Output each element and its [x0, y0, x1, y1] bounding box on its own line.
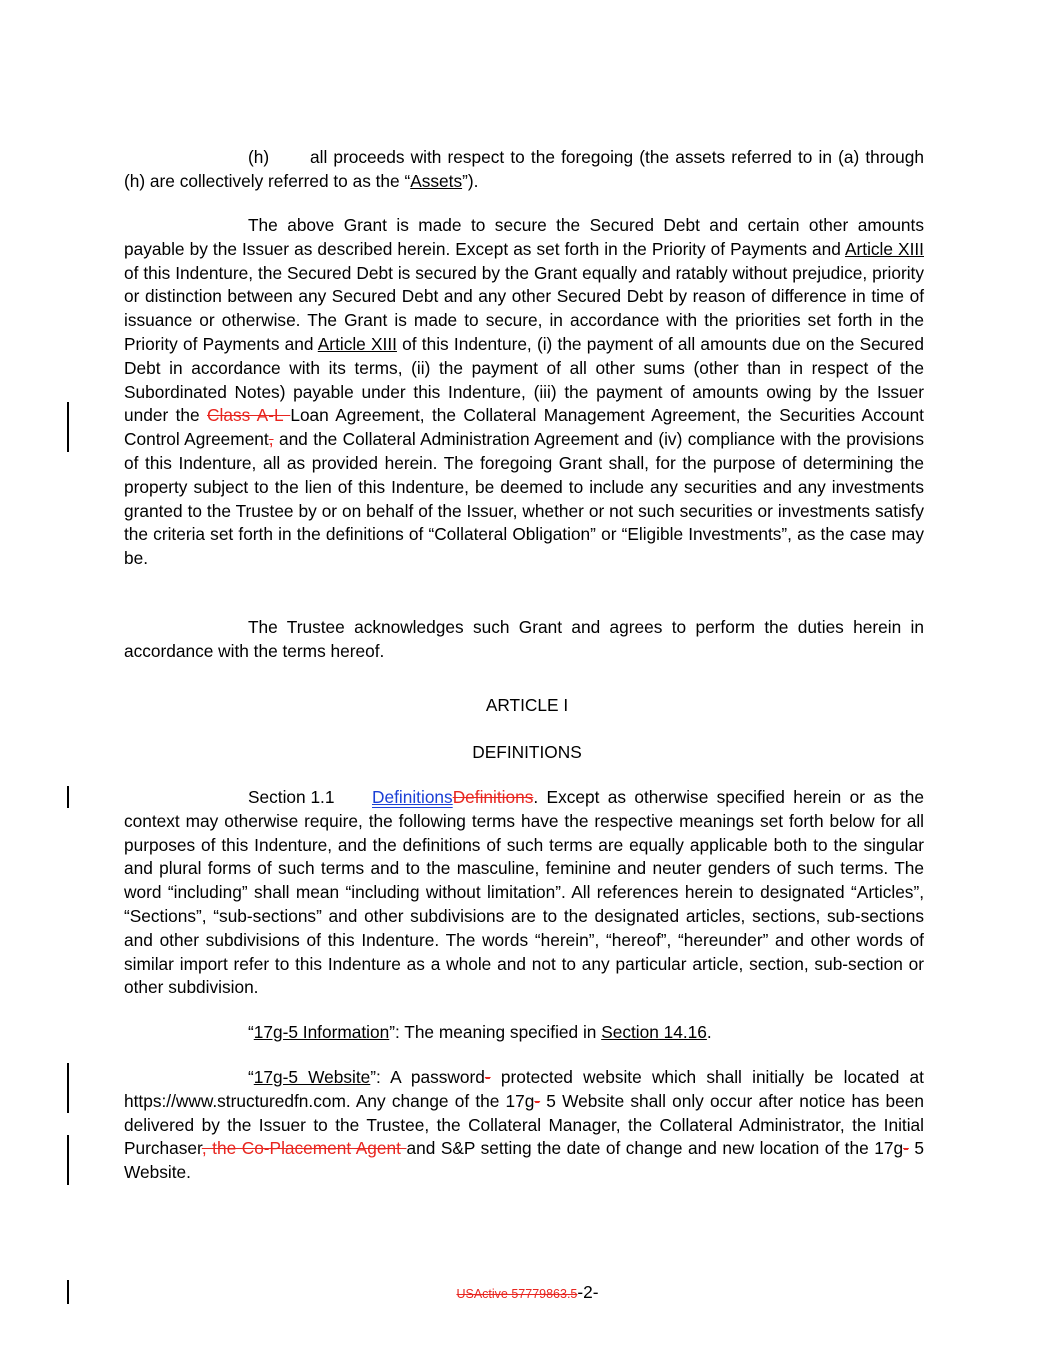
definition-17g5-website: “17g-5 Website”: A password- protected website which shall initially be located at https://www.structuredfn.com. Any change of the 17g- 5 Website shall only occur after notice has been delivered by the Issuer to the Trustee, the Collateral Manager, the Collateral Administrator, the Initial Purchaser, the Co-Placement Agent and S&P setting the date of change and new location of the 17g- 5 Website. — [124, 1067, 924, 1183]
section-label: Section 1.1 — [248, 787, 335, 807]
article-reference: Article XIII — [844, 238, 924, 259]
change-bar — [67, 1063, 69, 1113]
change-bar — [67, 1135, 69, 1185]
change-bar — [67, 402, 69, 452]
page-footer — [0, 1281, 1055, 1305]
clause-label: (h) — [248, 147, 270, 167]
deleted-text: - — [903, 1138, 909, 1159]
section-reference: Section 14.16 — [601, 1022, 707, 1042]
defined-term: Assets — [410, 170, 463, 191]
deleted-text: - — [534, 1090, 541, 1111]
section-1-1: Section 1.1 DefinitionsDefinitions. Except as otherwise specified herein or as the context may otherwise require, the following terms have the respective meanings set forth below for all purposes of this Indenture, and the definitions of such terms are equally applicable both to the singular and plural forms of such terms and to the masculine, feminine and neuter genders of such terms. The word “including” shall mean “including without limitation”. All references herein to designated “Articles”, “Sections”, “sub-sections” and other subdivisions are to the designated articles, sections, sub-sections and other subdivisions of this Indenture. The words “herein”, “hereof”, “hereunder” and other words of similar import refer to this Indenture as a whole and not to any particular article, section, sub-section or other subdivision. — [124, 787, 924, 998]
deleted-text: - — [484, 1067, 491, 1087]
deleted-text: , the Co-Placement Agent — [201, 1138, 407, 1159]
document-id: USActive 57779863.5 — [456, 1287, 578, 1301]
definition-17g5-information: “17g-5 Information”: The meaning specified in Section 14.16. — [248, 1022, 712, 1042]
change-bar — [67, 786, 69, 808]
paragraph-grant: The above Grant is made to secure the Secured Debt and certain other amounts payable by the Issuer as described herein. Except as set forth in the Priority of Payments and Article XIII of this Indenture, the Secured Debt is secured by the Grant equally and ratably without prejudice, priority or distinction between any Secured Debt and any other Secured Debt by reason of difference in time of issuance or otherwise. The Grant is made to secure, in accordance with the priorities set forth in the Priority of Payments and Article XIII of this Indenture, (i) the payment of all amounts due on the Secured Debt in accordance with its terms, (ii) the payment of all other sums (other than in respect of the Subordinated Notes) payable under this Indenture, (iii) the payment of amounts owing by the Issuer under the Class A-L Loan Agreement, the Collateral Management Agreement, the Securities Account Control Agreement, and the Collateral Administration Agreement and (iv) compliance with the provisions of this Indenture, all as provided herein. The foregoing Grant shall, for the purpose of determining the property subject to the lien of this Indenture, be deemed to include any securities and any investments granted to the Trustee by or on behalf of the Issuer, whether or not such securities or investments satisfy the criteria set forth in the definitions of “Collateral Obligation” or “Eligible Investments”, as the case may be. — [124, 215, 924, 569]
paragraph-h: (h) all proceeds with respect to the foregoing (the assets referred to in (a) through (h) are collectively referred to as the “Assets”). — [124, 147, 924, 191]
deleted-text: , — [268, 429, 274, 450]
article-reference: Article XIII — [317, 333, 397, 354]
defined-term: 17g-5 Information — [253, 1022, 390, 1042]
inserted-text: Definitions — [372, 787, 453, 807]
deleted-text: Definitions — [452, 787, 534, 807]
defined-term: 17g-5 Website — [253, 1067, 371, 1087]
article-title: DEFINITIONS — [472, 742, 582, 762]
page-number: -2- — [577, 1282, 599, 1302]
deleted-text: Class A-L — [207, 405, 291, 426]
paragraph-trustee: The Trustee acknowledges such Grant and agrees to perform the duties herein in accordance with the terms hereof. — [124, 617, 924, 661]
article-number: ARTICLE I — [485, 695, 569, 715]
